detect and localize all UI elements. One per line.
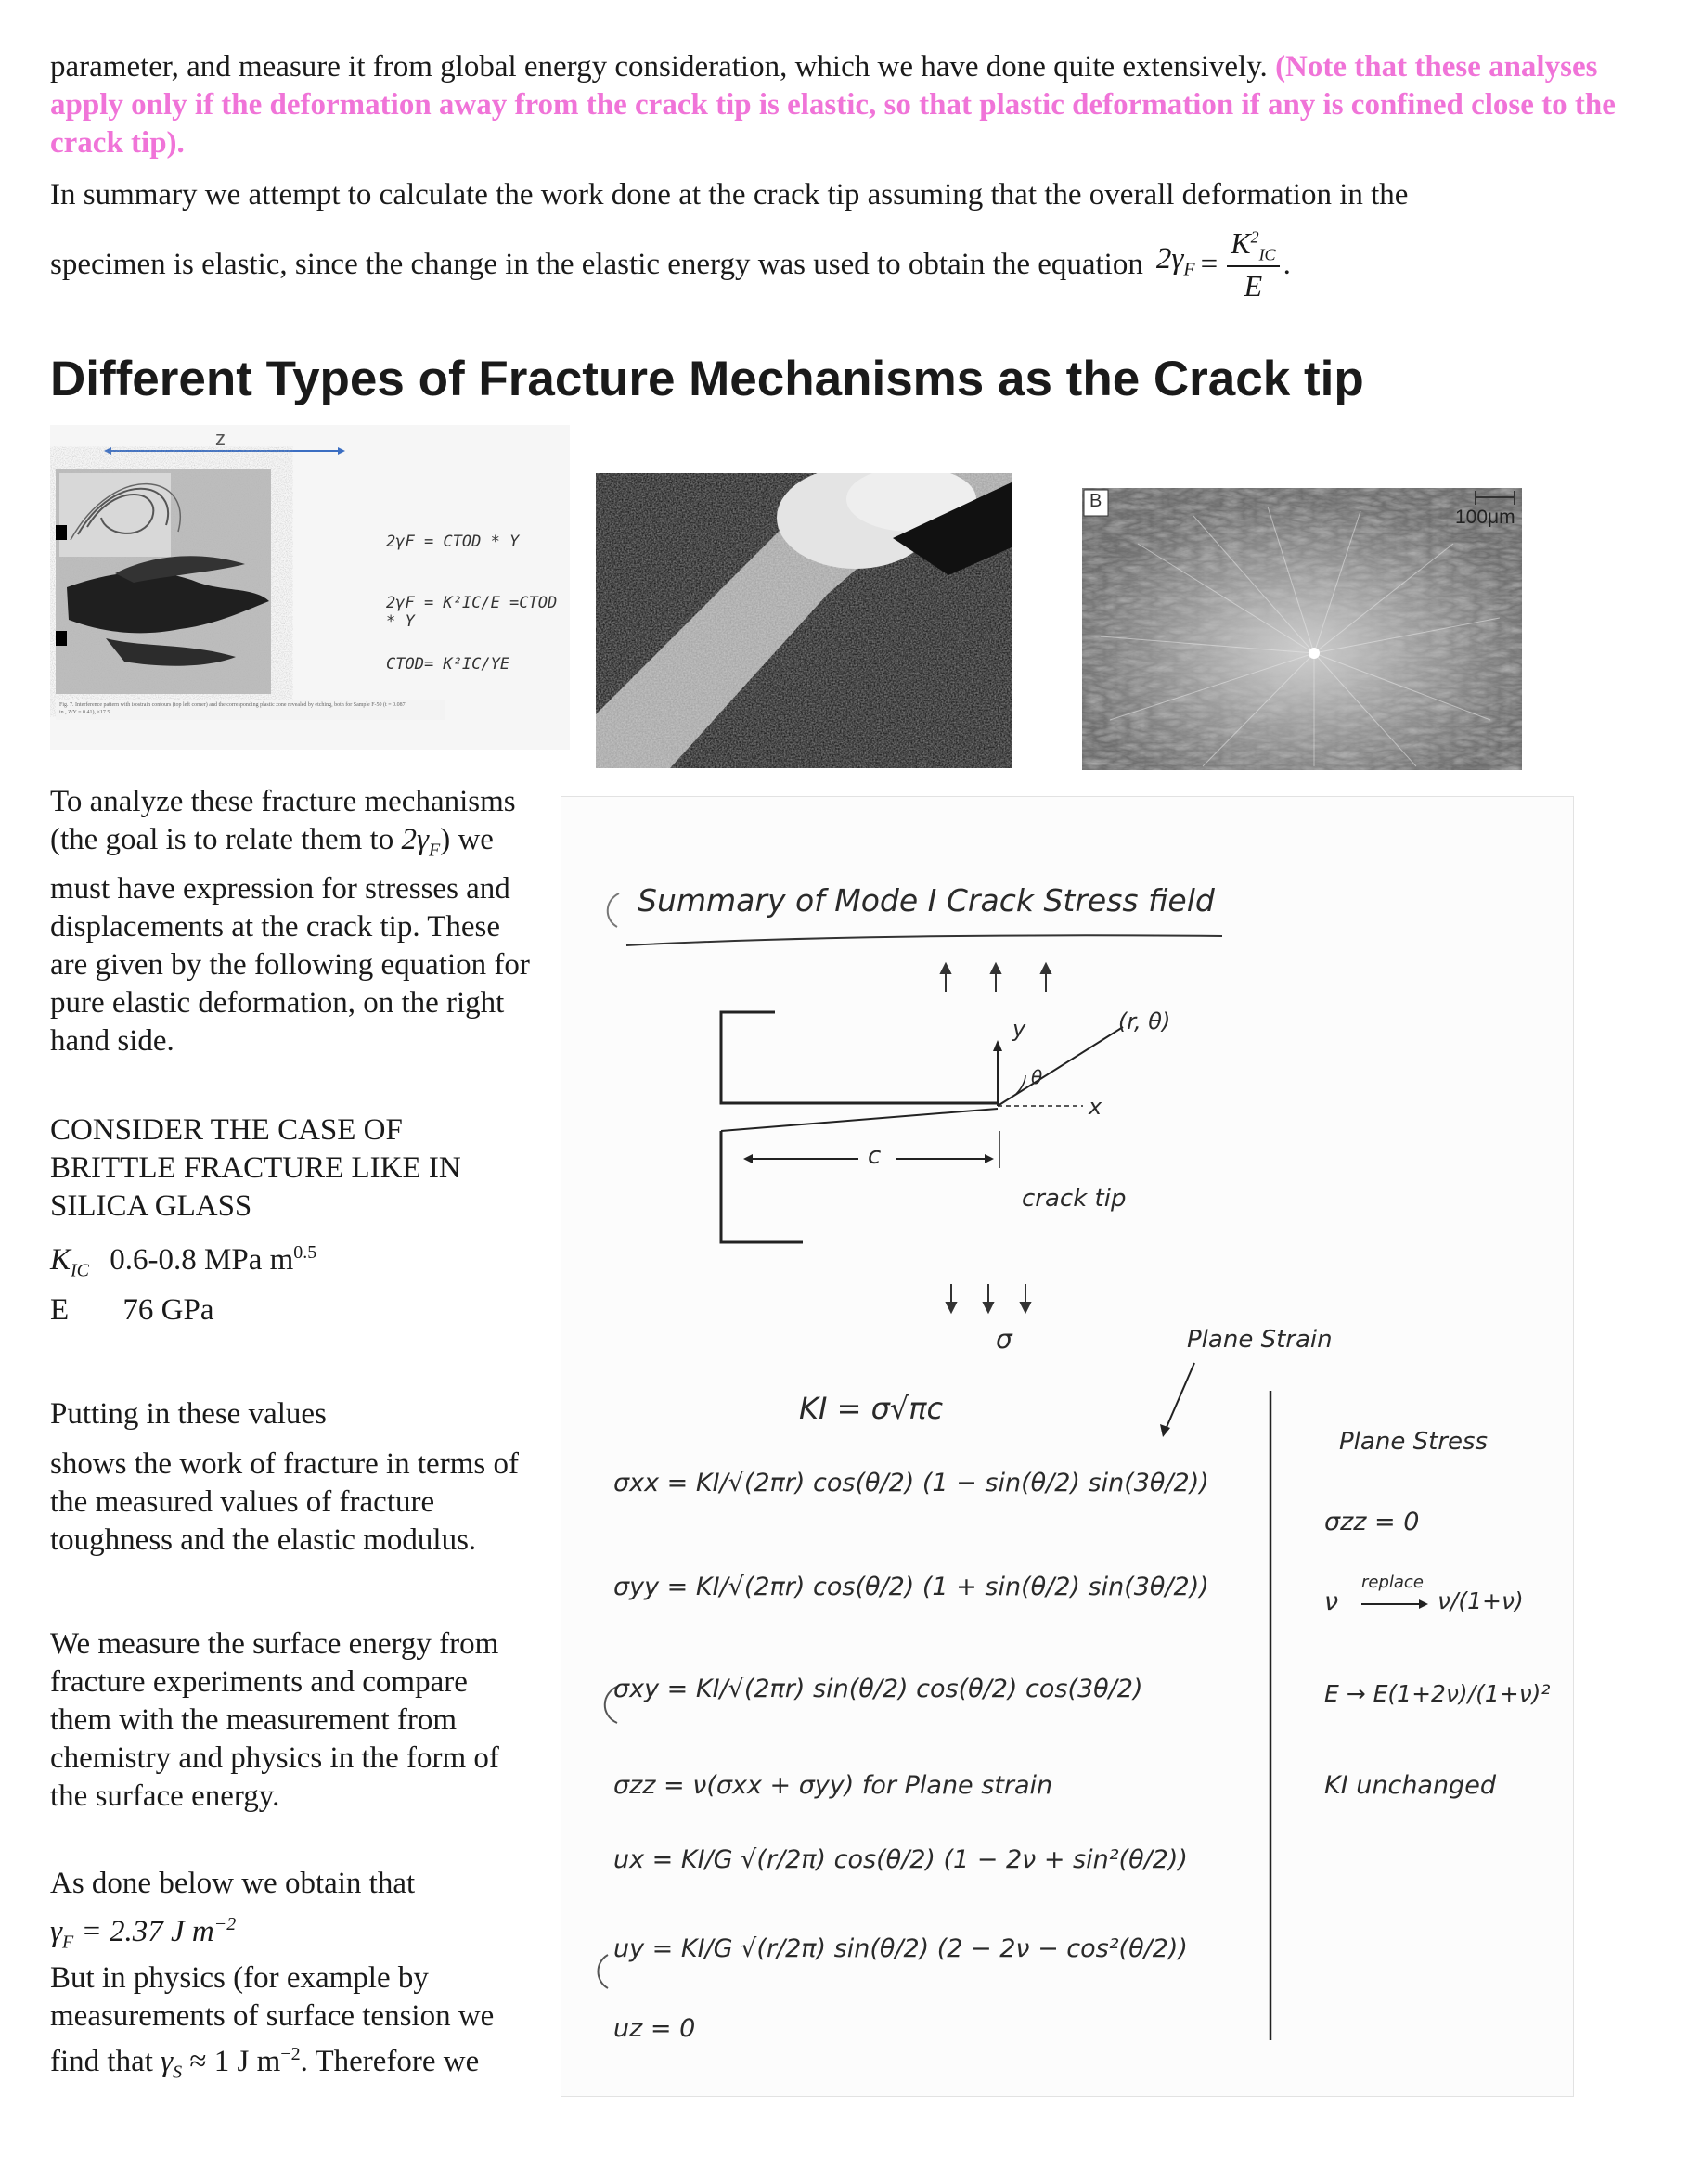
summary-line-1: In summary we attempt to calculate the work done at the crack tip assuming that the overall deformation in the — [50, 178, 1409, 212]
sigma-label: σ — [996, 1324, 1012, 1355]
figure-plastic-zone — [50, 425, 570, 750]
figure-equation-3: CTOD= K²IC/YE — [386, 655, 510, 674]
gamma-f-result: $\gamma_F = 2.37$ J $m^{-2}$ — [50, 1914, 237, 1953]
k-unchanged: KI unchanged — [1324, 1771, 1496, 1800]
analysis-paragraph: To analyze these fracture mechanisms (the goal is to relate them to $2\gamma_F$) we must have expression for stresses and displacements at the crack tip. These are given by the following equation for pure elastic deformation, on the right hand side. — [50, 785, 530, 1058]
sigma-xx-eq: σxx = KI/√(2πr) cos(θ/2) (1 − sin(θ/2) sin(3θ/2)) — [613, 1469, 1209, 1497]
equation-fraction: $\frac{K^2_{IC}}{E}$ — [1227, 228, 1279, 301]
figure-sem-fractograph — [1082, 488, 1522, 770]
figure-shear-band — [596, 473, 1012, 768]
sem-image — [1082, 488, 1522, 770]
equation-lhs: $2\gamma_F$ — [1155, 241, 1195, 280]
z-axis-label: z — [215, 427, 226, 450]
work-of-fracture-text: shows the work of fracture in terms of the measured values of fracture toughness and the elastic modulus. — [50, 1447, 519, 1557]
poisson-symbol: ν — [1324, 1587, 1339, 1616]
note-text: (Note that these analyses apply only if the deformation away from the crack tip is elastic, so that plastic deformation if any is confined close to the crack tip). — [50, 50, 1616, 160]
u-y-eq: uy = KI/G √(r/2π) sin(θ/2) (2 − 2ν − cos²(θ/2)) — [613, 1934, 1188, 1963]
plane-stress-szz: σzz = 0 — [1324, 1508, 1420, 1536]
section-heading: Different Types of Fracture Mechanisms as the Crack tip — [50, 352, 1364, 406]
c-label: c — [868, 1142, 882, 1170]
sigma-xy-eq: σxy = KI/√(2πr) sin(θ/2) cos(θ/2) cos(3θ/2) — [613, 1675, 1143, 1703]
figure-equation-2: 2γF = K²IC/E =CTOD * Y — [386, 594, 558, 631]
kic-row: $K_{IC}$ 0.6-0.8 MPa $m^{0.5}$ — [50, 1242, 317, 1281]
values-text: Putting in these values — [50, 1397, 327, 1431]
intro-paragraph — [50, 48, 1646, 162]
crack-tip-label: crack tip — [1022, 1185, 1127, 1213]
scale-bar-label: 100μm — [1455, 507, 1515, 528]
handwritten-notes — [561, 796, 1574, 2097]
panel-label: B — [1089, 491, 1102, 511]
summary-text: specimen is elastic, since the change in the elastic energy was used to obtain the equation — [50, 247, 1143, 281]
sigma-yy-eq: σyy = KI/√(2πr) cos(θ/2) (1 + sin(θ/2) sin(3θ/2)) — [613, 1573, 1209, 1601]
modulus-row — [50, 1291, 533, 1330]
modulus-value: 76 GPa — [122, 1293, 214, 1327]
brittle-case-text: CONSIDER THE CASE OF BRITTLE FRACTURE LIKE IN SILICA GLASS — [50, 1113, 461, 1223]
figure-equation-1: 2γF = CTOD * Y — [386, 533, 520, 551]
plane-stress-label: Plane Stress — [1339, 1428, 1489, 1456]
stress-intensity-eq: KI = σ√πc — [799, 1391, 944, 1426]
summary-line-2: specimen is elastic, since the change in the elastic energy was used to obtain the equation $2\gamma_F$ = $\frac{K^2_{IC}}{E}$ . — [50, 225, 1291, 303]
sigma-zz-eq: σzz = ν(σxx + σyy) for Plane strain — [613, 1771, 1053, 1800]
u-z-eq: uz = 0 — [613, 2014, 696, 2043]
physics-text: But in physics (for example by measurements of surface tension we find that $\gamma_S \approx 1$ J $m^{-2}$. Therefore we — [50, 1961, 495, 2083]
surface-energy-text: We measure the surface energy from fracture experiments and compare them with the measurement from chemistry and physics in the form of the surface energy. — [50, 1627, 499, 1813]
intro-line: parameter, and measure it from global energy consideration, which we have done quite extensively. — [50, 50, 1268, 84]
figure-caption: Fig. 7. Interference pattern with isostrain contours (top left corner) and the corresponding plastic zone revealed by etching, both for Sample F-50 (t = 0.087 in., Z/Y = 0.41), ×17.5. — [59, 702, 406, 715]
plane-strain-label: Plane Strain — [1187, 1326, 1333, 1354]
modulus-replacement: E → E(1+2ν)/(1+ν)² — [1324, 1680, 1551, 1707]
y-axis-label: y — [1012, 1016, 1026, 1042]
shear-band-image — [596, 473, 1012, 768]
x-axis-label: x — [1089, 1094, 1102, 1120]
polar-coordinate: (r, θ) — [1118, 1008, 1171, 1034]
poisson-replacement: ν/(1+ν) — [1438, 1587, 1524, 1614]
theta-label: θ — [1031, 1066, 1043, 1088]
obtain-text: As done below we obtain that — [50, 1867, 416, 1900]
modulus-label: E — [50, 1293, 70, 1327]
replace-label: replace — [1361, 1573, 1424, 1592]
u-x-eq: ux = KI/G √(r/2π) cos(θ/2) (1 − 2ν + sin²(θ/2)) — [613, 1845, 1188, 1874]
notes-title: Summary of Mode I Crack Stress field — [638, 882, 1215, 919]
